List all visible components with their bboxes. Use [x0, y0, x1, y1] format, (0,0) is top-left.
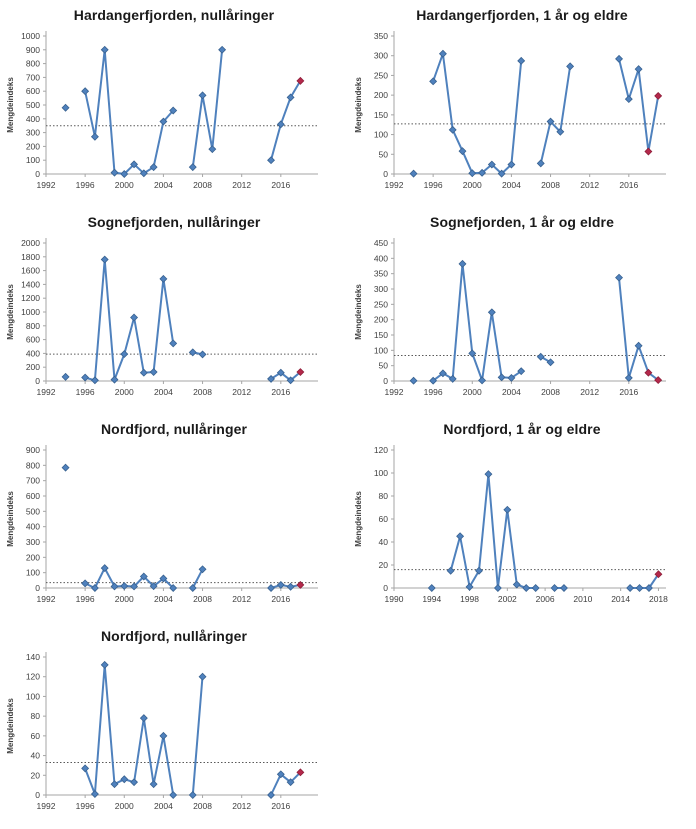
x-tick-label: 2004	[501, 180, 521, 190]
data-point	[170, 792, 177, 799]
data-line	[619, 278, 658, 380]
x-tick-label: 2012	[580, 387, 600, 397]
chart-title: Hardangerfjorden, nullåringer	[73, 7, 275, 23]
y-axis-title: Mengdeindeks	[354, 284, 363, 340]
y-axis-title: Mengdeindeks	[6, 284, 15, 340]
chart-sognefjorden-nullaringer	[0, 207, 348, 414]
x-tick-label: 2012	[580, 180, 600, 190]
data-line	[630, 574, 658, 588]
chart-plot	[0, 440, 348, 621]
data-point	[189, 349, 196, 356]
y-axis-title: Mengdeindeks	[354, 77, 363, 133]
chart-nordfjord-nullaringer-rescaled	[0, 621, 348, 828]
data-line	[541, 66, 570, 163]
x-tick-label: 2008	[541, 387, 561, 397]
data-point	[199, 92, 206, 99]
data-point	[428, 585, 435, 592]
data-point	[131, 779, 138, 786]
chart-plot	[0, 647, 348, 828]
chart-nordfjord-nullaringer	[0, 414, 348, 621]
data-point	[457, 533, 464, 540]
y-tick-label: 200	[373, 90, 388, 101]
data-line	[271, 372, 300, 380]
chart-plot	[348, 440, 696, 621]
data-point	[636, 585, 643, 592]
data-line	[193, 569, 203, 588]
y-tick-label: 350	[373, 268, 388, 279]
data-point	[170, 340, 177, 347]
y-tick-label: 500	[25, 100, 40, 110]
y-tick-label: 300	[373, 284, 388, 294]
data-point	[551, 585, 558, 592]
y-tick-label: 200	[25, 552, 40, 563]
data-point	[199, 351, 206, 358]
data-point	[635, 342, 642, 349]
data-point	[101, 46, 108, 53]
x-tick-label: 2012	[232, 594, 252, 604]
x-tick-label: 1992	[36, 801, 56, 811]
x-tick-label: 1996	[75, 594, 95, 604]
y-tick-label: 20	[30, 770, 40, 781]
data-point	[567, 63, 574, 70]
data-line	[85, 665, 173, 795]
x-tick-label: 2014	[611, 594, 631, 604]
y-axis-title: Mengdeindeks	[354, 491, 363, 547]
data-point	[82, 580, 89, 587]
data-point	[111, 169, 118, 176]
y-tick-label: 400	[25, 113, 40, 124]
highlight-data-point	[645, 148, 652, 155]
x-tick-label: 2016	[271, 387, 291, 397]
y-tick-label: 0	[35, 376, 40, 386]
y-tick-label: 80	[378, 491, 388, 501]
chart-sognefjorden-1-ar-og-eldre	[348, 207, 696, 414]
y-tick-label: 600	[25, 334, 40, 345]
y-tick-label: 600	[25, 491, 40, 501]
y-tick-label: 0	[383, 376, 388, 386]
data-point	[625, 375, 632, 382]
data-point	[92, 585, 99, 592]
y-tick-label: 2000	[21, 238, 40, 248]
x-tick-label: 1992	[384, 387, 404, 397]
y-axis-title: Mengdeindeks	[6, 698, 15, 754]
y-axis-title: Mengdeindeks	[6, 77, 15, 133]
y-tick-label: 50	[378, 360, 388, 371]
x-tick-label: 2016	[619, 387, 639, 397]
y-tick-label: 0	[35, 169, 40, 179]
y-tick-label: 80	[30, 711, 40, 722]
y-tick-label: 250	[373, 70, 388, 81]
y-tick-label: 1000	[21, 307, 40, 317]
y-tick-label: 0	[35, 583, 40, 593]
y-tick-label: 100	[25, 691, 40, 702]
y-tick-label: 800	[25, 320, 40, 331]
x-tick-label: 2018	[648, 594, 668, 604]
data-point	[268, 157, 275, 164]
y-tick-label: 0	[383, 169, 388, 179]
x-tick-label: 2016	[271, 801, 291, 811]
data-line	[451, 474, 536, 588]
x-tick-label: 1990	[384, 594, 404, 604]
y-tick-label: 100	[25, 155, 40, 166]
y-tick-label: 140	[25, 652, 40, 662]
x-tick-label: 2010	[573, 594, 593, 604]
data-point	[111, 376, 118, 383]
data-point	[268, 792, 275, 799]
data-point	[140, 369, 147, 376]
y-tick-label: 100	[373, 129, 388, 140]
x-tick-label: 1998	[460, 594, 480, 604]
data-point	[101, 661, 108, 668]
chart-title: Nordfjord, 1 år og eldre	[443, 421, 601, 437]
x-tick-label: 1992	[36, 594, 56, 604]
x-tick-label: 2006	[535, 594, 555, 604]
x-tick-label: 2000	[114, 387, 134, 397]
y-tick-label: 1000	[21, 31, 40, 41]
y-tick-label: 1800	[21, 251, 40, 262]
data-line	[433, 54, 521, 174]
chart-nordfjord-1-ar-og-eldre	[348, 414, 696, 621]
data-point	[635, 66, 642, 73]
y-tick-label: 600	[25, 86, 40, 97]
x-tick-label: 2012	[232, 387, 252, 397]
data-line	[271, 772, 300, 795]
data-point	[532, 585, 539, 592]
data-point	[101, 256, 108, 263]
data-point	[82, 374, 89, 381]
y-tick-label: 100	[25, 567, 40, 578]
data-point	[449, 126, 456, 133]
data-point	[268, 585, 275, 592]
data-line	[193, 677, 203, 795]
chart-title: Sognefjorden, 1 år og eldre	[430, 214, 614, 230]
data-point	[485, 471, 492, 478]
chart-hardangerfjorden-nullaringer	[0, 0, 348, 207]
data-point	[189, 792, 196, 799]
data-point	[140, 715, 147, 722]
data-point	[62, 373, 69, 380]
y-tick-label: 300	[25, 537, 40, 547]
y-tick-label: 350	[373, 31, 388, 41]
x-tick-label: 1994	[422, 594, 442, 604]
y-tick-label: 60	[30, 730, 40, 741]
x-tick-label: 2000	[114, 594, 134, 604]
data-point	[189, 164, 196, 171]
data-point	[160, 732, 167, 739]
y-tick-label: 250	[373, 299, 388, 310]
data-point	[150, 781, 157, 788]
x-tick-label: 1996	[423, 180, 443, 190]
data-point	[513, 581, 520, 588]
y-tick-label: 150	[373, 109, 388, 120]
x-tick-label: 2000	[462, 180, 482, 190]
data-point	[440, 50, 447, 57]
data-point	[92, 791, 99, 798]
data-point	[101, 565, 108, 572]
y-tick-label: 900	[25, 44, 40, 55]
chart-plot	[348, 233, 696, 414]
y-tick-label: 50	[378, 149, 388, 160]
y-tick-label: 60	[378, 514, 388, 524]
x-tick-label: 2012	[232, 180, 252, 190]
y-tick-label: 300	[373, 50, 388, 61]
highlight-data-point	[655, 93, 662, 100]
data-point	[199, 673, 206, 680]
y-tick-label: 800	[25, 58, 40, 69]
x-tick-label: 2016	[619, 180, 639, 190]
y-tick-label: 0	[35, 790, 40, 800]
y-tick-label: 40	[378, 537, 388, 547]
data-point	[561, 585, 568, 592]
y-tick-label: 1200	[21, 293, 40, 304]
x-tick-label: 1996	[75, 387, 95, 397]
x-tick-label: 1996	[75, 801, 95, 811]
data-point	[469, 170, 476, 177]
y-tick-label: 200	[25, 362, 40, 373]
data-point	[494, 585, 501, 592]
data-point	[82, 88, 89, 95]
chart-title: Hardangerfjorden, 1 år og eldre	[416, 7, 628, 23]
data-point	[219, 46, 226, 53]
data-point	[459, 148, 466, 155]
data-point	[459, 260, 466, 267]
y-tick-label: 200	[25, 141, 40, 152]
x-tick-label: 2004	[153, 594, 173, 604]
data-point	[479, 377, 486, 384]
y-tick-label: 20	[378, 560, 388, 570]
data-line	[85, 50, 173, 174]
data-point	[523, 585, 530, 592]
y-tick-label: 700	[25, 475, 40, 486]
x-tick-label: 2008	[541, 180, 561, 190]
y-tick-label: 400	[373, 253, 388, 264]
x-tick-label: 1996	[423, 387, 443, 397]
y-tick-label: 40	[30, 750, 40, 761]
x-tick-label: 2000	[114, 180, 134, 190]
data-point	[209, 146, 216, 153]
data-point	[82, 765, 89, 772]
x-tick-label: 2008	[193, 594, 213, 604]
x-tick-label: 2008	[193, 387, 213, 397]
data-point	[488, 309, 495, 316]
y-axis-title: Mengdeindeks	[6, 491, 15, 547]
x-tick-label: 1996	[75, 180, 95, 190]
y-tick-label: 450	[373, 238, 388, 248]
x-tick-label: 2000	[462, 387, 482, 397]
data-point	[625, 96, 632, 103]
y-tick-label: 200	[373, 314, 388, 325]
y-tick-label: 800	[25, 460, 40, 471]
data-line	[85, 260, 173, 381]
x-tick-label: 2000	[114, 801, 134, 811]
chart-plot	[348, 26, 696, 207]
data-point	[150, 369, 157, 376]
chart-plot	[0, 233, 348, 414]
y-tick-label: 300	[25, 127, 40, 138]
data-point	[447, 567, 454, 574]
x-tick-label: 2016	[271, 594, 291, 604]
x-tick-label: 2012	[232, 801, 252, 811]
y-tick-label: 900	[25, 445, 40, 455]
chart-hardangerfjorden-1-ar-og-eldre	[348, 0, 696, 207]
y-tick-label: 700	[25, 72, 40, 83]
x-tick-label: 2016	[271, 180, 291, 190]
x-tick-label: 1992	[36, 180, 56, 190]
y-tick-label: 1600	[21, 265, 40, 276]
data-point	[627, 585, 634, 592]
x-tick-label: 2004	[153, 801, 173, 811]
y-tick-label: 120	[25, 671, 40, 682]
y-tick-label: 400	[25, 348, 40, 359]
data-point	[111, 781, 118, 788]
x-tick-label: 2004	[153, 387, 173, 397]
x-tick-label: 2004	[153, 180, 173, 190]
x-tick-label: 2004	[501, 387, 521, 397]
chart-title: Nordfjord, nullåringer	[100, 421, 248, 437]
data-point	[616, 55, 623, 62]
data-point	[430, 78, 437, 85]
data-point	[92, 377, 99, 384]
data-line	[193, 50, 222, 167]
data-point	[410, 377, 417, 384]
x-tick-label: 2008	[193, 801, 213, 811]
data-point	[62, 104, 69, 111]
y-tick-label: 500	[25, 506, 40, 517]
y-tick-label: 120	[373, 445, 388, 455]
data-point	[277, 121, 284, 128]
data-point	[410, 170, 417, 177]
x-tick-label: 2008	[193, 180, 213, 190]
y-tick-label: 150	[373, 330, 388, 340]
x-tick-label: 1992	[36, 387, 56, 397]
data-point	[504, 506, 511, 513]
data-point	[498, 374, 505, 381]
x-tick-label: 1992	[384, 180, 404, 190]
data-point	[131, 314, 138, 321]
data-point	[537, 160, 544, 167]
data-point	[121, 351, 128, 358]
data-point	[160, 275, 167, 282]
y-tick-label: 100	[373, 345, 388, 356]
data-point	[121, 776, 128, 783]
data-point	[62, 464, 69, 471]
chart-plot	[0, 26, 348, 207]
chart-title: Sognefjorden, nullåringer	[87, 214, 261, 230]
y-tick-label: 400	[25, 521, 40, 532]
data-line	[433, 264, 521, 381]
data-line	[271, 81, 300, 160]
chart-title: Nordfjord, nullåringer	[100, 628, 248, 644]
data-point	[92, 133, 99, 140]
data-point	[287, 583, 294, 590]
y-tick-label: 1400	[21, 279, 40, 290]
data-point	[616, 274, 623, 281]
data-point	[518, 57, 525, 64]
y-tick-label: 0	[383, 583, 388, 593]
y-tick-label: 100	[373, 468, 388, 478]
x-tick-label: 2002	[497, 594, 517, 604]
